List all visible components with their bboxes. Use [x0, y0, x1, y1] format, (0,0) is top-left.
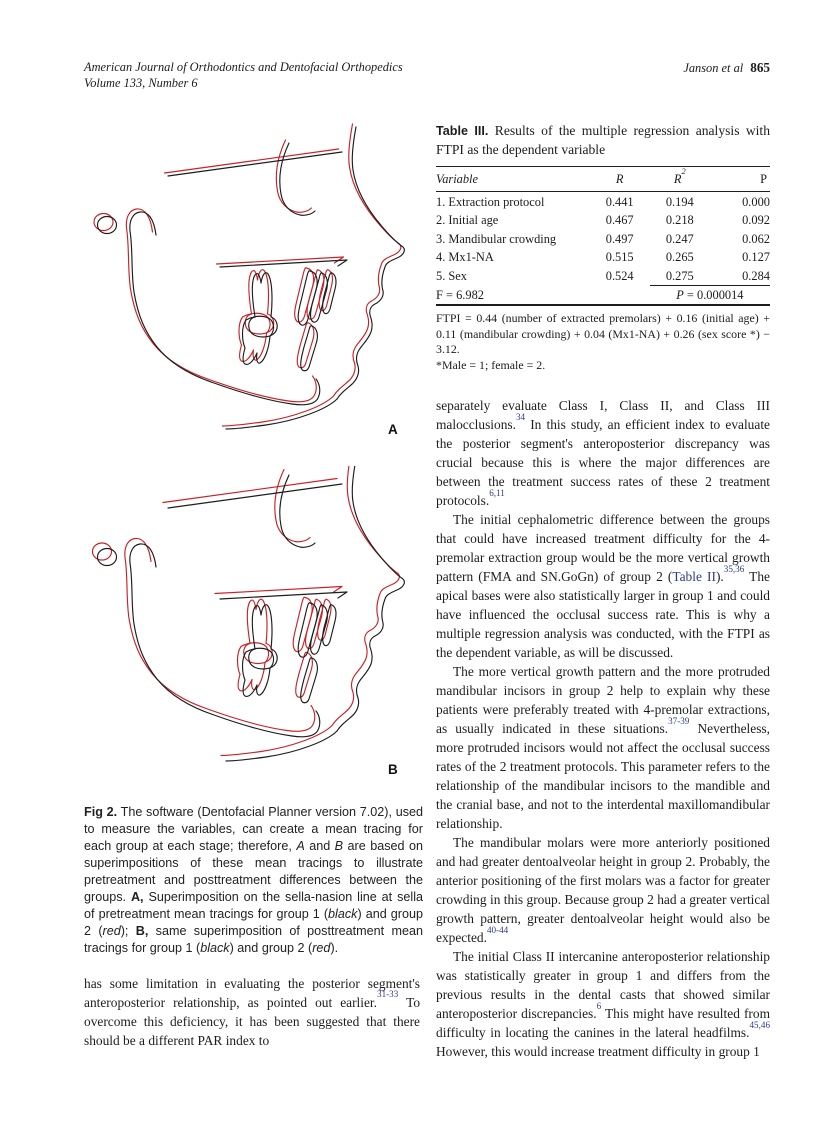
- table-cell: 0.275: [665, 268, 694, 283]
- citation-link[interactable]: 37-39: [668, 715, 690, 726]
- footnote-formula: FTPI = 0.44 (number of extracted premolars) + 0.16 (initial age) + 0.11 (mandibular crowding) + 0.04 (Mx1-NA) + 0.26 (sex score *) − 3.12.: [436, 311, 770, 357]
- body-paragraph: The mandibular molars were more anteriorly positioned and had greater dentoalveolar height in group 2. Probably, the anterior positioning of the first molars was a factor for greater crowding in this group. Because group 2 had a greater vertical growth pattern, greater dentoalveolar height would also be expected.$^{40-44}$: [436, 835, 770, 946]
- table-cell: 0.218: [665, 213, 694, 227]
- figure-2b: [84, 466, 420, 800]
- table-header-row: [436, 167, 770, 192]
- col-header-r: [590, 167, 650, 192]
- table-cell: 0.515: [605, 250, 634, 264]
- cephalometric-tracing-a: [84, 112, 420, 460]
- table-row: [436, 248, 770, 267]
- table-row: [436, 266, 770, 285]
- table-cell: 0.127: [742, 250, 770, 264]
- text-run: black: [328, 907, 358, 921]
- col-header-variable: [436, 167, 590, 192]
- table-cell: 3. Mandibular crowding: [436, 231, 557, 246]
- journal-title: American Journal of Orthodontics and Dentofacial Orthopedics: [84, 60, 403, 74]
- table-cell: 0.092: [742, 213, 770, 227]
- body-paragraph: separately evaluate Class I, Class II, and Class III malocclusions.$^{34}$ In this study, an efficient index to evaluate the posterior segment's anteroposterior discrepancy was crucial because this is where the major differences are between the treatment success rates of these 2 treatment protocols.$^{6,11}$: [436, 398, 770, 509]
- text-run: B,: [135, 924, 149, 938]
- table-cell: 0.441: [605, 194, 634, 209]
- empty-cell: [590, 285, 650, 305]
- figure-label-a: A: [388, 422, 398, 437]
- table3-footnote: [436, 311, 770, 373]
- tracing-group1-black: [98, 127, 405, 429]
- footnote-note: *Male = 1; female = 2.: [436, 357, 546, 372]
- text-run: A: [296, 839, 305, 853]
- col-header-p: [710, 167, 770, 192]
- authors: Janson et al: [683, 61, 744, 75]
- table-cell: 0.062: [742, 231, 770, 246]
- p-statistic: P = 0.000014: [650, 285, 770, 305]
- citation-link[interactable]: 6: [596, 1000, 602, 1011]
- journal-issue: Volume 133, Number 6: [84, 75, 198, 90]
- citation-link[interactable]: 40-44: [486, 924, 509, 935]
- citation-link[interactable]: 35,36: [723, 563, 745, 574]
- table-cell: 0.194: [665, 194, 694, 209]
- figure-caption: Fig 2. The software (Dentofacial Planner version 7.02), used to measure the variables, can create a mean tracing for each group at each stage; therefore, A and B are based on superimpositions of these mean tracings to illustrate pretreatment and posttreatment differences between the groups. A, Superimposition on the sella-nasion line at sella of pretreatment mean tracings for group 1 (black) and group 2 (red); B, same superimposition of posttreatment mean tracings for group 1 (black) and group 2 (red).: [84, 805, 424, 955]
- citation-link[interactable]: 45,46: [749, 1019, 770, 1030]
- text-run: Variable: [436, 172, 478, 186]
- text-run: R: [673, 172, 682, 186]
- text-run: red: [102, 924, 121, 938]
- table-cell: 0.247: [665, 231, 694, 246]
- text-run: A,: [130, 890, 144, 904]
- cephalometric-tracing-b: [84, 466, 420, 776]
- table-row: [436, 229, 770, 248]
- table-stats-row: [436, 285, 770, 305]
- citation-link[interactable]: 6,11: [489, 487, 505, 498]
- body-paragraph: has some limitation in evaluating the posterior segment's anteroposterior relationship, as pointed out earlier.$^{31-33}$ To overcome this deficiency, it has been suggested that there should be a different PAR index to: [84, 976, 421, 1048]
- table-cell: 4. Mx1-NA: [436, 250, 494, 264]
- citation-link[interactable]: Table II: [672, 569, 716, 585]
- table3-title: Table III. Results of the multiple regression analysis with FTPI as the dependent variable: [436, 123, 771, 157]
- text-run: red: [312, 941, 331, 955]
- text-run: P: [676, 288, 684, 302]
- table-cell: 0.524: [605, 269, 634, 283]
- right-column: [436, 122, 770, 1061]
- citation-link[interactable]: 31-33: [377, 989, 399, 1000]
- citation-link[interactable]: 34: [515, 411, 526, 422]
- figure-2a: [84, 112, 420, 464]
- table-cell: 0.265: [665, 250, 694, 264]
- table-cell: 5. Sex: [436, 269, 467, 283]
- text-run: 2: [681, 166, 686, 177]
- running-head-left: [84, 60, 544, 91]
- f-statistic: F = 6.982: [436, 288, 484, 302]
- body-paragraph: The initial Class II intercanine anteroposterior relationship was statistically greater in group 1 and differs from the previous results in the dental casts that showed similar anteroposterior discrepancies.$^6$ This might have resulted from difficulty in locating the canines in the lateral headfilms.$^{45,46}$ However, this would increase treatment difficulty in group 1: [436, 949, 770, 1060]
- text-run: Table III.: [436, 124, 489, 138]
- body-paragraph: The more vertical growth pattern and the more protruded mandibular incisors in group 2 help to explain why these patients were preferably treated with 4-premolar extractions, as usually indicated in these situations.$^{37-39}$ Nevertheless, more protruded incisors would not affect the occlusal success rates of the 2 treatment protocols. This parameter refers to the relationship of the mandibular incisors to the mandible and the cranial base, and not to the interdental maxillomandibular relationship.: [436, 664, 770, 832]
- table-cell: 2. Initial age: [436, 213, 499, 227]
- table-cell: 1. Extraction protocol: [436, 194, 545, 209]
- page-number: 865: [750, 60, 770, 75]
- text-run: black: [200, 941, 230, 955]
- tracing-group2-red: [93, 466, 400, 756]
- table-cell: 0.000: [742, 194, 770, 209]
- tracing-group1-black: [98, 466, 405, 761]
- text-run: Fig 2.: [84, 805, 118, 819]
- body-paragraph: The initial cephalometric difference between the groups that could have increased treatment difficulty for the 4-premolar extraction group would be the more vertical growth pattern (FMA and SN.GoGn) of group 2 (Table II).$^{35,36}$ The apical bases were also statistically larger in group 1 and could have influenced the occlusal success rate. This is why a multiple regression analysis was conducted, with the FTPI as the dependent variable, as will be discussed.: [436, 512, 770, 661]
- table-row: [436, 192, 770, 211]
- text-run: B: [334, 839, 344, 853]
- figure-label-b: B: [388, 762, 398, 777]
- table3: [436, 166, 770, 306]
- text-run: P: [760, 172, 767, 186]
- table-cell: 0.467: [605, 213, 634, 227]
- table-cell: 0.284: [742, 268, 770, 283]
- table-row: [436, 211, 770, 230]
- col-header-r2: [650, 167, 710, 192]
- table-cell: 0.497: [605, 231, 634, 246]
- text-run: R: [615, 172, 624, 186]
- running-head-right: [683, 60, 770, 77]
